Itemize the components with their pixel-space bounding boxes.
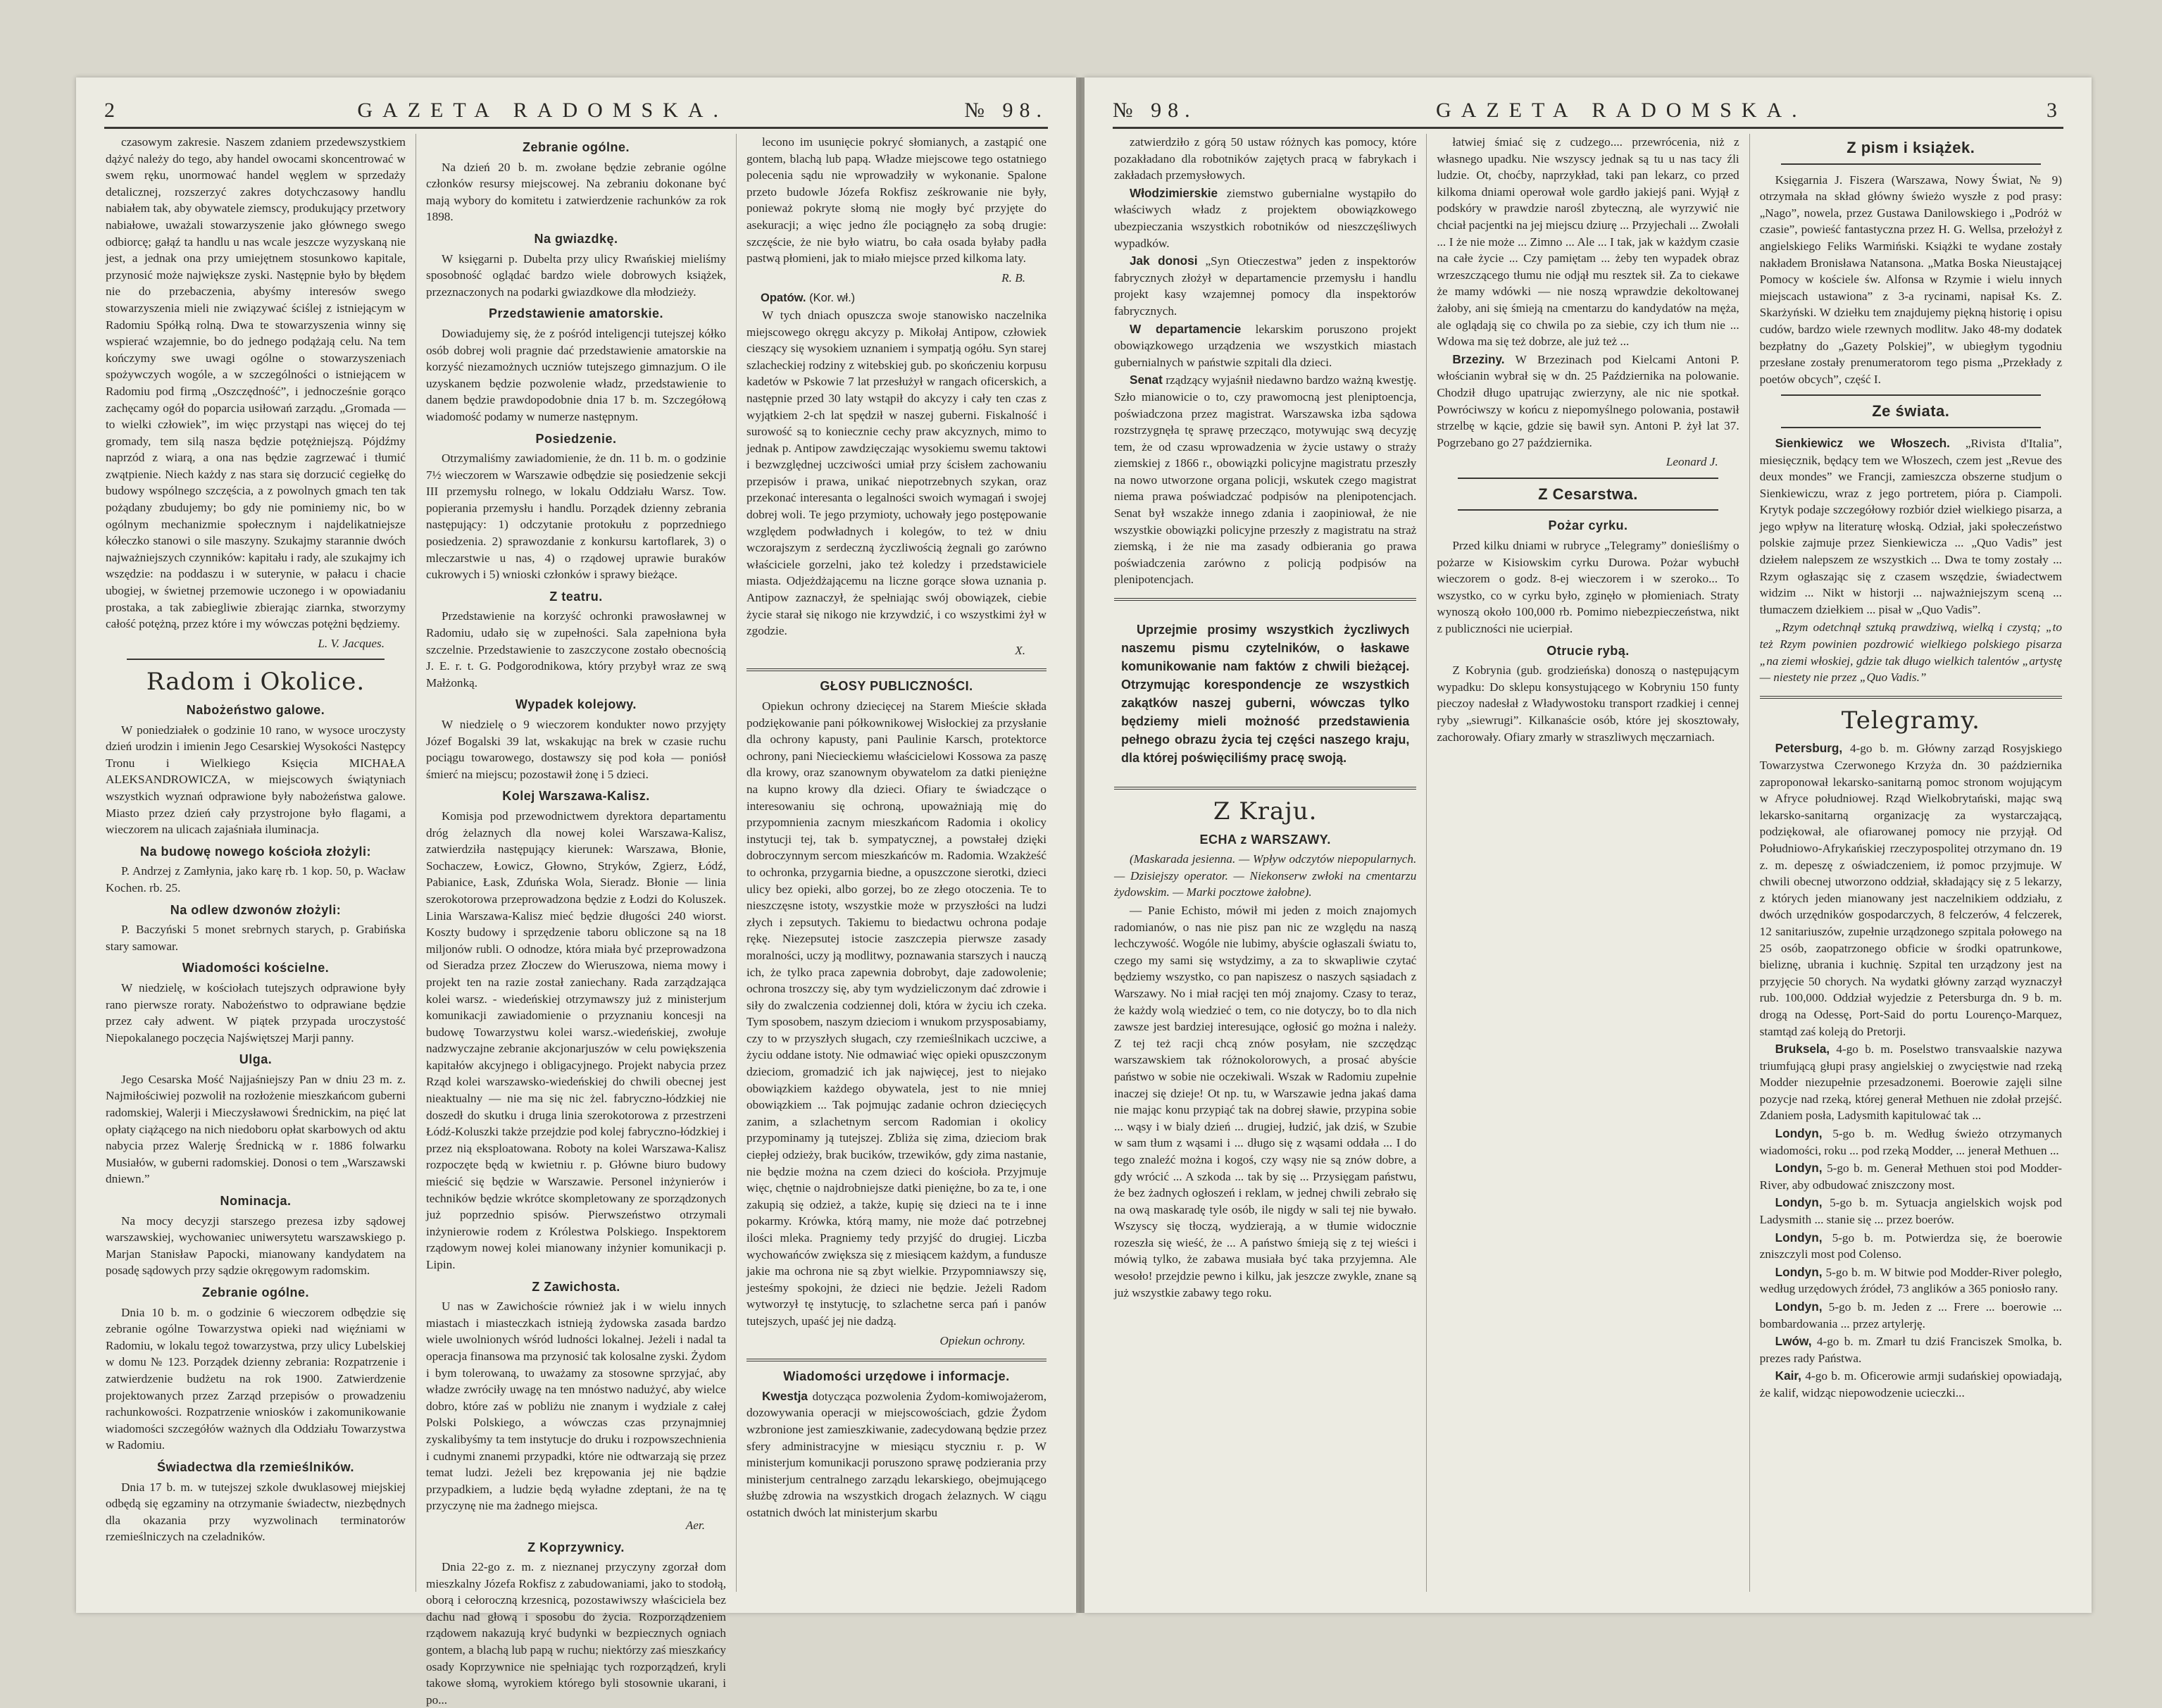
right-col-3 (1749, 134, 2072, 1592)
left-masthead-title: GAZETA RADOMSKA. (357, 99, 728, 122)
item-heading: Posiedzenie. (535, 431, 617, 446)
telegram-text: 5-go b. m. Sytuacja angielskich wojsk pod Ladysmith ... stanie się ... przez boerów. (1759, 1196, 2062, 1227)
telegram-text: 5-go b. m. Jeden z ... Frere ... boerowie ... bombardowania ... przez artylerję. (1759, 1300, 2062, 1330)
right-running-head (1113, 94, 2063, 129)
telegram-item (1760, 1368, 2062, 1401)
item-text: W tych dniach opuszcza swoje stanowisko naczelnika miejscowego okręgu akcyzy p. Mikołaj Antipow, człowiek cieszący się wysokiem uznaniem i sympatją ogółu. Syn starej szlacheckiej rodziny z witebskiej gub. po skończeniu korpusu kadetów w Pskowie 7 lat przesłużył w rangach oficerskich, a następnie przed 30 laty wstąpił do akcyzy i cały ten czas z wyjątkiem 2-ch lat spędził w naszej guberni. Fiskalność i surowość są to koniecznie cechy praw akcyznych, mimo to jednak p. Antipow zawdzięczając wysokiemu swemu taktowi i bezwzględnej uczciwości umiał przy ścisłem zachowaniu przepisów i prawa, unikać niepotrzebnych szykan, oraz przekonać interesanta o legalności swoich wymagań i swojej dobrej woli. Te jego przymioty, uchowały jego postępowanie względem podwładnych i kolegów, to też w dniu wczorajszym z serdeczną życzliwością żegnali go zarówno właściciele gorzelni, jako też koledzy i przedstawiciele miasta. Odjeżdżającemu na liczne gorące słowa uznania p. Antipow zaznaczył, że spełniając swój obowiązek, ciebie życie starał się nikogo nie krzywdzić, i co wszystkimi żył w zgodzie. (746, 308, 1046, 638)
left-columns (96, 134, 1056, 1707)
item-heading: Na odlew dzwonów złożyli: (170, 902, 342, 917)
item-text (1437, 351, 1739, 451)
telegram-item (1760, 1230, 2062, 1263)
telegram-item (1760, 1195, 2062, 1228)
right-col-1 (1104, 134, 1426, 1592)
item-text: Przedstawienie na korzyść ochronki prawosławnej w Radomiu, udało się w zupełności. Sala zapełniona była szczelnie. Przedstawienie to zaszczycone zostało obecnością J. E. r. t. G. Podgorodnikowa, który przybył wraz ze swą Małżonką. (426, 609, 726, 690)
section-heading: Ze świata. (1872, 402, 1950, 420)
item-heading: Zebranie ogólne. (522, 140, 630, 154)
telegram-place: Londyn, (1775, 1230, 1823, 1245)
item-heading: Na budowę nowego kościoła złożyli: (139, 844, 372, 859)
telegram-list (1760, 740, 2062, 1401)
signature: Aer. (685, 1518, 705, 1532)
telegram-text: 4-go b. m. Główny zarząd Rosyjskiego Towarzystwa Czerwonego Krzyża dn. 30 października zaproponował lekarsko-sanitarną pomoc stronom wojującym w Afryce południowej. Rząd Wielkobrytański, mając swą lekarsko-sanitarną organizację za wystarczającą, podziękował, ale ofiarowanej pomocy nie przyjął. Od Południowo-Afrykańskiej rzeczypospolitej otrzymano dn. 19 z. m. depeszę z oświadczeniem, iż pomoc przyjmuje. W chwili obecnej utworzono oddział, składający się z 5 lekarzy, z których jeden mianowany jest naczelnikiem oddziału, z dwóch urzędników gospodarczych, 8 felczerów, 4 felczerek, 12 sanitariuszów, zupełnie urządzonego szpitala połowego na 25 osób, zaopatrzonego obficie w środki opatrunkowe, bieliznę, ubrania i kuchnię. Szpital ten urządzony jest na przyjęcie 50 chorych. Na wydatki główny zarząd wyznaczył rub. 100,000. Oddział wyjedzie z Petersburga dn. 9 b. m. drogą na Odessę, Port-Said do portu Lourenço-Marquez, stamtąd zaś koleją do Pretorji. (1759, 742, 2062, 1038)
item-heading: Z teatru. (549, 589, 603, 604)
telegram-item (1760, 1299, 2062, 1332)
quote-text: „Rzym odetchnął sztuką prawdziwą, wielką i czystą; „to też Rzym powinien pozdrowić wielkiego polskiego pisarza „na ziemi włoskiej, gdzie tak długo wielkich talentów „artystę — niestety nie przez „Quo Vadis.” (1759, 621, 2062, 685)
item-heading: Wiadomości kościelne. (182, 961, 330, 975)
telegram-place: Londyn, (1775, 1126, 1823, 1141)
telegram-text: 4-go b. m. Oficerowie armji sudańskiej opowiadają, że kalif, widząc niepowodzenie ucieczki... (1759, 1369, 2062, 1400)
left-running-head (104, 94, 1048, 129)
item-text: Opiekun ochrony dziecięcej na Starem Mieście składa podziękowanie pani półkownikowej Wisłockiej za przysłanie dla ochrony kapusty, pani Paulinie Karsch, protektorce ochrony, pani Niecieckiemu właścicielowi Kossowa za paszę dla krowy, oraz szanownym obywatelom za datki pieniężne na kupno krowy dla dzieci. Ofiary te świadczące o interesowaniu się ochroną, upoważniają mię do przypomnienia zacnym mieszkańcom Radomia i okolicy instytucji tej, tak b. sympatycznej, a powstałej dzięki dobroczynnym sercom mieszkańców m. Radomia. Wzakżeść to ochronka, przygarnia biedne, a opuszczone sierotki, dzieci ulicy bez opieki, albo gorzej, bo ze złego otoczenia. Te to nieszczęsne istoty, wszystkie może w przyszłości na ludzi złych i zepsutych. Takiemu to biedactwu ochrona podaje rękę. Niezepsutej istocie zaszczepia pierwsze zasady moralności, uczy ją modlitwy, poznawania starszych i nauczą ich, że tylko praca zapewnia dobrobyt, daje zadowolenie; ochrona troszczy się, aby tym wydzieliczonym dać zdrowie i siły do zwalczenia codziennej doli, która w życiu ich czeka. Tym sposobem, naszym dzieciom i wnukom przysposabiamy, czy to w przyszłych sługach, czy rzemieślnikach uczciwe, a życiu oddane istoty. Nie odmawiać więc opieki opuszczonym dzieciom, gromadzić ich jak najwięcej, jest to niejako obowiązkiem każdego obywatela, jest to nie mniej obowiązkiem ... Tak pojmując zadanie ochron dziecięcych zanim, a szlachetnym sercom Radomian i okolicy przypominamy ją tutejszej. Zbliża się zima, dzieciom brak ciepłej odzieży, brak bucików, trzewików, gdy zima nastanie, nie będzie można na czem dzieci do kościoła. Przyjmuje więc, chętnie o najdrobniejsze datki pieniężne, bo za te, i one zakupią się odzież, a także, kupię się dzieci na te i inne pokarmy. Krówka, którą mamy, nie może dać potrzebnej ilości mleka. Pragniemy tedy przyjść do drugiej. Liczba wychowańców zwiększa się z miesiącem każdym, a fundusze jakie ma ochrona nie są zbyt wielkie. Przypomniawszy się, jesteśmy spokojni, że dzieci nie będzie. Jeżeli Radom wytworzył tę instytucję, to szlachetne serca pań i panów tutejszych, upaść jej nie dadzą. (746, 699, 1046, 1328)
item-heading: Nominacja. (220, 1194, 292, 1209)
telegram-place: Londyn, (1775, 1299, 1823, 1314)
item-text: Dnia 10 b. m. o godzinie 6 wieczorem odbędzie się zebranie ogólne Towarzystwa opieki nad więźniami w Radomiu, w lokalu tegoż towarzystwa, przy ulicy Lubelskiej w domu № 123. Porządek dzienny zebrania: Rozpatrzenie i zatwierdzenie budżetu na rok 1900. Zatwierdzenie projektowanych przez Zarząd przepisów o prowadzeniu rachunkowości. Rozpatrzenie wniosków i zakomunikowanie wiadomości szczegółów ważnych dla Oddziału Towarzystwa w Radomiu. (106, 1305, 406, 1452)
signature: Leonard J. (1666, 455, 1718, 469)
telegram-place: Petersburg, (1775, 741, 1843, 756)
item-text: W poniedziałek o godzinie 10 rano, w wysoce uroczysty dzień urodzin i imienin Jego Cesarskiej Wysokości Następcy Tronu i Wielkiego Księcia MICHAŁA ALEKSANDROWICZA, w miejscowych świątyniach wszystkich wyznań odprawione były nabożeństwa galowe. Miasto przez dzień cały przystrojone było flagami, a wieczorem na ulicach zajaśniała iluminacja. (106, 723, 406, 837)
item-text: Dnia 22-go z. m. z nieznanej przyczyny zgorzał dom mieszkalny Józefa Rokfisz z zabudowaniami, jako to stodołą, oborą i cełoroczną krzesnicą, pozostawiwszy właściciela bez dachu nad głową i sposobu do życia. Rozporządzeniem rządowem nakazują kryć budynki w bezpiecznych ogniach gontem, a blachą lub papą w ruchu; niektórzy zaś mieszkańcy osady Koprzywnice nie spełniając tych rozporządzeń, kryli takowe słomą, wyrokiem którego byli stosownie ukarani, i po... (426, 1560, 726, 1707)
telegram-item (1760, 1333, 2062, 1366)
telegram-text: 5-go b. m. Potwierdza się, że boerowie zniszczyli most pod Colenso. (1759, 1230, 2062, 1261)
section-heading: GŁOSY PUBLICZNOŚCI. (820, 679, 973, 694)
telegram-place: Bruksela, (1775, 1042, 1830, 1056)
right-masthead-title: GAZETA RADOMSKA. (1436, 99, 1807, 122)
section-heading: ECHA z WARSZAWY. (1199, 832, 1331, 847)
summary-text: (Maskarada jesienna. — Wpływ odczytów niepopularnych. — Dzisiejszy operator. — Niekonserw zwłoki na cmentarzu żydowskim. — Marki pocztowe żałobne). (1114, 852, 1417, 899)
telegram-text: 5-go b. m. Generał Methuen stoi pod Modder-River, aby odbudować zniszczony most. (1759, 1161, 2062, 1192)
divider (746, 668, 1046, 671)
item-heading (761, 290, 1046, 307)
lead-text: ziemstwo gubernialne wystąpiło do właściwych władz z projektem obowiązkowego ubezpieczania wszystkich robotników od nieszczęśliwych wypadków. (1114, 186, 1417, 250)
item-text: Na dzień 20 b. m. zwołane będzie zebranie ogólne członków resursy miejscowej. Na zebraniu dokonane być mają wybory do komitetu i zatwierdzenie rachunków za rok 1898. (426, 160, 726, 224)
left-page-number: 2 (104, 99, 121, 122)
lead-in: Kwestja (762, 1388, 808, 1403)
item-heading: Na gwiazdkę. (534, 231, 618, 246)
item-text: P. Baczyński 5 monet srebrnych starych, p. Grabińska stary samowar. (106, 923, 406, 953)
item-text (1760, 435, 2062, 618)
divider (127, 659, 385, 660)
item-text (746, 1388, 1046, 1521)
left-col-1 (96, 134, 415, 1592)
telegram-text: 4-go b. m. Poselstwo transvaalskie nazywa triumfującą głupi prasy angielskiej o zwycięstwie nad rzeką Modder niezupełnie przesadzonemi. Boerowie zajęli silne pozycje nad rzeką, której generał Methuen nie zdołał przejść. Zdaniem posła, Ladysmith kapitulować tak ... (1759, 1042, 2062, 1123)
notice-text: Uprzejmie prosimy wszystkich życzliwych naszemu pismu czytelników, o łaskawe komunikowanie nam faktów z chwili bieżącej. Otrzymując korespondencje ze wszystkich zakątków naszej guberni, wówczas tylko będziemy mieli możność przedstawienia pełnego obrazu życia tej części naszego kraju, dla której poświęciliśmy pracę swoją. (1121, 623, 1410, 766)
lead-text: lekarskim poruszono projekt obowiązkowego urządzenia we wszystkich miastach gubernialnych w państwie szpitali dla dzieci. (1114, 322, 1417, 369)
telegram-place: Kair, (1775, 1369, 1801, 1383)
item-text (1114, 321, 1416, 371)
item-heading: Wypadek kolejowy. (515, 697, 637, 712)
item-text: W niedzielę o 9 wieczorem kondukter nowo przyjęty Józef Bogalski 39 lat, wskakując na brek w czasie ruchu pociągu towarowego, dostawszy się pod koła — poniósł śmierć na miejscu; pozostawił żonę i 5 dzieci. (426, 718, 726, 781)
signature: X. (1015, 643, 1025, 657)
right-col-2 (1426, 134, 1749, 1592)
right-page-number: 3 (2046, 99, 2063, 122)
lead-in: W departamencie (1130, 321, 1242, 336)
left-page (76, 77, 1076, 1707)
telegram-place: Londyn, (1775, 1195, 1823, 1210)
telegram-item (1760, 1126, 2062, 1159)
opatow-title: Opatów. (761, 292, 806, 305)
item-text: Dowiadujemy się, że z pośród inteligencji tutejszej kółko osób dobrej woli pragnie dać przedstawienie amatorskie na korzyść niezamożnych uczniów tutejszego gimnazjum. O ile uzyskanem będzie pozwolenie władz, przedstawienie to danem będzie prawdopodobnie dnia 17 b. m. Szczegółową wiadomość podamy w numerze następnym. (426, 326, 726, 423)
telegram-text: 5-go b. m. Według świeżo otrzymanych wiadomości, roku ... pod rzeką Modder, ... jenerał Methuen ... (1759, 1127, 2062, 1157)
item-text (1114, 253, 1416, 319)
item-text: lecono im usunięcie pokryć słomianych, a zastąpić one gontem, blachą lub papą. Władze miejscowe tego ostatniego polecenia sądu nie wprowadziły w wykonanie. Spalone przeto budowle Józefa Rokfisz ześkrowanie nie były, ponieważ pokryte słomą nie mogły być przyjęte do asekuracji; a więc jedno źle pociągnęło za sobą drugie: szczęście, że nie było wiatru, bo cała osada byłaby padła pastwą płomieni, jak to miało miejsce przed kilkoma laty. (746, 135, 1046, 266)
lead-in: Włodzimierskie (1130, 185, 1218, 200)
item-text: Jego Cesarska Mość Najjaśniejszy Pan w dniu 23 m. z. Najmiłościwiej pozwolił na rozłożenie mieszkańcom guberni radomskiej, Walerji i Mieczysławowi Średnickim, na pięć lat opłaty ciążącego na nich niedoboru opłat skarbowych od aktu nabycia przez Walerję Średnicką w r. 1886 folwarku Musiałów, w guberni radomskiej. Donosi o tem „Warszawski dniewn.” (106, 1072, 406, 1186)
lead-in: Sienkiewicz we Włoszech. (1775, 435, 1950, 450)
item-heading: Z Koprzywnicy. (527, 1540, 625, 1554)
divider (1781, 427, 2041, 428)
item-heading: Z Zawichosta. (532, 1279, 620, 1294)
telegram-place: Londyn, (1775, 1161, 1823, 1176)
item-heading: Pożar cyrku. (1548, 518, 1628, 533)
section-heading: Wiadomości urzędowe i informacje. (783, 1369, 1010, 1384)
article-text: czasowym zakresie. Naszem zdaniem przedewszystkiem dążyć należy do tego, aby handel owocami skoncentrować w swem ręku, unormować handel węglem w sprzedaży detalicznej, rozszerzyć zakres dotychczasowy handlu nabiałem tak, aby obywatele ziemscy, produkujący przetwory nabiałowe, uważali stowarzyszenie jako głównego swego odbiorcę; gałąź ta handlu u nas wcale jeszcze wyzyskaną nie jest, a jednak ona przy umiejętnem stosunkowo kapitale, przynosić może największe zyski. Następnie było by błędem nie do przebaczenia, abyśmy interesów swego stowarzyszenia mieli nie związywać ściślej z istniejącym w Radomiu Spółką rolną. Dwa te stowarzyszenia winny się wspierać wzajemnie, bo do jednego podążają celu. Na tem kończymy swe uwagi ogólne o stowarzyszeniach spożywczych wogóle, a w szczególności o istniejącem w Radomiu pod firmą „Oszczędność”, i jednocześnie gorąco zachęcamy ogół do poparcia usiłowań zarządu. „Gromada — to wielki człowiek”, im więc przystąpi nas więcej do tej gromady, tem silą nasza będzie potężniejszą. Pójdźmy naprzód z wiarą, a ona nas będzie zagrzewać i tłumić zwątpienie. Niech każdy z nas stara się dorzucić cegiełkę do budowy wspólnego szczęścia, a z powolnych gmach ten tak pożądany zbudujemy; bo gdy nie pominiemy nic, bo w ogólnym mechanizmie społecznym i najdelikatniejsze kółeczko stanowi o sile maszyny. Szukajmy starannie dwóch najważniejszych czynników: kapitału i rady, ale szukajmy ich wszędzie: na poddaszu i w suterynie, w pałacu i chacie ubogiej, w świetnej przemowie uczonego i w opowiadaniu prostaka, a tak zabiegliwie zbierając ziarnka, stworzymy całość potężną, przez które i my wówczas potężni będziemy. (106, 135, 406, 631)
item-text: W niedzielę, w kościołach tutejszych odprawione były rano pierwsze roraty. Nabożeństwo to odprawiane będzie przez cały adwent. W piątek przypada uroczystość Niepokalanego poczęcia Najświętszej Marji panny. (106, 980, 406, 1045)
telegram-item (1760, 1041, 2062, 1124)
item-text: zatwierdziło z górą 50 ustaw różnych kas pomocy, które pozakładano dla robotników zajętych pracą w fabrykach i zakładach przemysłowych. (1114, 135, 1417, 182)
section-title: Radom i Okolice. (146, 668, 365, 697)
item-text: Z Kobrynia (gub. grodzieńska) donoszą o następującym wypadku: Do sklepu konsystującego w Kobryniu 150 funty pieczoy nadesłał z Władywostoku transport rzadkiej i cennej ryby „siewrugi”. Kilkanaście osób, które jej skosztowały, zachorowały. Ofiary zmarły w straszliwych męczarniach. (1437, 663, 1739, 744)
section-heading: Z pism i książek. (1847, 139, 1975, 156)
item-text: Otrzymaliśmy zawiadomienie, że dn. 11 b. m. o godzinie 7½ wieczorem w Warszawie odbędzie się posiedzenie sekcji III przemysłu rolnego, w lokalu Oddziału Warsz. Tow. popierania przemysłu i handlu. Porządek dzienny zebrania następujący: 1) odczytanie protokułu z poprzedniego posiedzenia. 2) sprawozdanie z konkursu kartoflarek, 3) o mleczarstwie u nas, 4) o rządowej uprawie buraków cukrowych i 5) wnioski członków i sprawy bieżące. (426, 451, 726, 582)
divider (746, 1359, 1046, 1361)
right-columns (1104, 134, 2072, 1592)
item-heading: Świadectwa dla rzemieślników. (157, 1459, 354, 1474)
section-title: Z Kraju. (1213, 797, 1318, 826)
section-heading: Z Cesarstwa. (1538, 485, 1638, 503)
left-col-2 (415, 134, 736, 1707)
lead-in: Senat (1130, 373, 1163, 387)
lead-text: W Brzezinach pod Kielcami Antoni P. włościanin wybrał się w dn. 25 Października na polowanie. Chodził długo upatrując zwierzyny, ale nic nie spotkał. Powróciwszy w końcu z niepomyślnego polowania, postawił strzelbę w kącie, gdzie się bawił syn. Antoni P. żył lat 37. Pogrzebano go 27 października. (1437, 352, 1739, 449)
divider (1760, 696, 2062, 699)
divider (1458, 509, 1718, 511)
lead-text: „Syn Otieczestwa” jeden z inspektorów fabrycznych złożył w departamencie przemysłu i handlu projekt kasy wzajemnej pomocy dla inspektorów fabrycznych. (1114, 254, 1417, 318)
left-col-3 (736, 134, 1056, 1592)
editorial-notice (1114, 615, 1416, 773)
signature: L. V. Jacques. (318, 636, 385, 650)
telegram-place: Londyn, (1775, 1264, 1823, 1279)
divider (1781, 394, 2041, 396)
item-heading: Kolej Warszawa-Kalisz. (502, 789, 650, 804)
lead-in: Brzeziny. (1452, 351, 1505, 366)
divider (1114, 787, 1416, 790)
telegram-text: 4-go b. m. Zmarł tu dziś Franciszek Smolka, b. prezes rady Państwa. (1759, 1335, 2062, 1365)
right-issue-number: № 98. (1113, 99, 1196, 122)
signature: R. B. (1001, 270, 1025, 285)
divider (1458, 478, 1718, 479)
item-heading: Zebranie ogólne. (201, 1285, 310, 1299)
item-heading: Nabożeństwo galowe. (186, 703, 325, 717)
item-text (1114, 185, 1416, 251)
telegram-text: 5-go b. m. W bitwie pod Modder-River poległo, według urzędowych źródeł, 73 anglików a 365 poniosło rany. (1759, 1265, 2062, 1296)
item-text: Komisja pod przewodnictwem dyrektora departamentu dróg żelaznych dla nowej kolei Warszawa-Kalisz, zatwierdziła następujący kierunek: Warszawa, Błonie, Sochaczew, Łowicz, Głowno, Stryków, Zgierz, Łódź, Pabianice, Łask, Zduńska Wola, Sieradz. Błonie — linia szerokotorowa przeprowadzona będzie z Łodzi do Koluszek. Linia Warszawa-Kalisz mieć będzie długości 240 wiorst. Koszty budowy i sprzędzenie taboru obliczone są na 18 miljonów rubli. O odnodze, która miała być przeprowadzona od Sieradza przez Złoczew do Wieruszowa, niema mowy i projekt ten na razie został zaniechany. Rada zarządzająca kolei warsz. - wiedeńskiej otrzymawszy już z ministerjum komunikacji zawiadomienie o przyznaniu koncesji na budowę Towarzystwu kolei warsz.-wiedeńskiej, zwołuje nadzwyczajne zebranie akcjonarjuszów w celu powiększenia kapitałów akcyjnego i obligacyjnego. Projekt nabycia przez Rząd kolei warszawsko-wiedeńskiej do chwili obecnej jest nieaktualny — nie ma się nic żel. fabryczno-łódzkiej nie doszedł do skutku i druga linia szerokotorowa z przestrzeni Łódź-Koluszki także przejdzie pod kolej fabryczno-łódzkiej i przez nią eksploatowana. Roboty na kolei Warszawa-Kalisz rozpoczęte będą w kwietniu r. p. Główne biuro budowy mieścić się będzie w Warszawie. Personel inżynierów i techników będzie wkrótce skompletowany ze sporządzonych już poprzednio spisów. Pierwszeństwo otrzymali inżynierowie rodem z Królestwa Polskiego. Inspektorem rządowym nowej kolei mianowany inżynier komunikacji p. Lipin. (426, 809, 726, 1271)
lead-text: rządzący wyjaśnił niedawno bardzo ważną kwestję. Szło mianowicie o to, czy prawomocną jest pleniptoencja, poświadczona przez magistrat. Warszawska izba sądowa rozstrzygnęła tę sprawę przecząco, motywując swą decyzję tem, że od czasu wprowadzenia w życie ustawy o straży ziemskiej z 1866 r., obowiązki policyjne magistratu przeszły na nowo utworzone organa policji, wskutek czego magistrat niema prawa poświadczać podpisów na plenipotencjach. Senat był wszakże innego zdania i zaopiniował, że nie wszystkie obowiązki policyjne przeszły z magistratu na straż ziemską, i że nie ma zasady odbierania go prawa poświadczenia zarówno z policją podpisów na plenipotencjach. (1114, 373, 1417, 587)
item-heading: Ulga. (239, 1052, 273, 1067)
divider (1114, 598, 1416, 601)
item-text: — Panie Echisto, mówił mi jeden z moich znajomych radomianów, o nas nie pisz pan nic ze względu na naszą lechczywość. Wogóle nie lubimy, abyście ogłaszali światu to, czego my sami się wstydzimy, a za to skwapliwie czytać będziemy wszystko, co pan napiszesz o naszych sąsiadach z Warszawy. No i miał racjęi ten mój znajomy. Czasy to teraz, że każdy wolą wiedzieć o tem, co nie dotyczy, bo to dla nich zawsze jest bardziej interesujące, ogłosić go można i należy. Z tej też racji chcą znów posyłam, nie szczędząc warszawskiem tak różnokolorowych, a prosać abyście państwo w sobie nie oczekiwali. Wszak w Radomiu zupełnie inaczej się dzieje! Ot np. tu, w Warszawie jedna jakaś dama nie mając konu przypiąć tak na dobrej sławie, przypina sobie ... wąsy i w bialy dzień ... drugiej, łudzić, jak dziś, w Szubie w sam tłum z wąsami i ... długo się z wąsami oddała ... I do tego znaleźć można i kogoś, czy wąsy nie są znów dobre, a gdy wrócić ... A szkoda ... tak by się ... Przysięgam państwu, że bez żadnych ogłoszeń i reklam, w jednej chwili zebrało się na ową maskaradę tyle osób, ile nigdy w sali tej nie bywało. Wszyscy się tłoczą, wydzierają, a w tłumie widocznie rozeszła się wieść, że ... A państwo śmieją się z tej wieści i mówią tylko, że zabawa musiała być taka przyjemna. Ale wesoło! przejdzie pewno i kilku, jak jeszcze zwykle, znane są już wszystkie zabawy tego roku. (1114, 904, 1417, 1299)
divider (1781, 163, 2041, 165)
item-text: Dnia 17 b. m. w tutejszej szkole dwuklasowej miejskiej odbędą się egzaminy na otrzymanie świadectw, niezbędnych dla okazania przy wyzwolinach terminatorów rzemieślniczych na czeladników. (106, 1480, 406, 1544)
item-text: Księgarnia J. Fiszera (Warszawa, Nowy Świat, № 9) otrzymała na skład główny świeżo wyszłe z pod prasy: „Nago”, nowela, przez Gustawa Danilowskiego i „Podróż w czasie”, powieść fantastyczna przez H. G. Wellsa, przełożył z angielskiego Feliks Warmiński. Książki te wydane zostały nakładem Bronisława Natansona. „Matka Boska Nieustającej Pomocy w kościele św. Alfonsa w Rzymie i wielu innych miejscach ustawiona” z 3-a rycinami, napisał Ks. Z. Skarżyński. W dziełku tem znajdujemy piękną historię i opisu cudów, bardzo wiele rzewnych modlitw. Jako 48-my dodatek bezpłatny do „Gazety Polskiej”, w ubiegłym tygodniu przesłane zostały prenumeratorom tego pisma „Przekłady z poetów obcych”, część I. (1759, 173, 2062, 386)
item-text (1114, 372, 1416, 588)
telegram-item (1760, 1160, 2062, 1193)
signature: Opiekun ochrony. (939, 1333, 1025, 1347)
telegram-item (1760, 1264, 2062, 1297)
right-page (1085, 77, 2092, 1613)
item-text: łatwiej śmiać się z cudzego.... przewrócenia, niż z własnego upadku. Nie wszyscy jednak są tu u nas tacy źli ludzie. Ot, choćby, naprzykład, taki pan lekarz, co przed kilkoma dniami operował wole gardło jakiejś pani. Wyjął z podskóry w prawdzie narośl zbyteczną, ale wyrzywić nie chciał pacjentki na jej miejscu dziurę ... Przyjechali ... Zwołali ... I że nie może ... Zimno ... Ale ... I tak, jak w każdym czasie na całe życie ... Czy pamiętam ... żeby ten wypadek obraz wrzeszczącego tłumu nie odjął mu resztek sił. Za to ciekawe że mamy wdówki — nie noszą wprawdzie dekoltowanej żałoby, ani się śmieją na cmentarzu do kandydatów na męża, ale oglądają się co chwila po za siebie, czy ich tłum nie ... Wdowa ma się też dobrze, ale już też ... (1437, 135, 1739, 349)
item-heading: Przedstawienie amatorskie. (488, 306, 664, 321)
telegram-item (1760, 740, 2062, 1040)
item-text: P. Andrzej z Zamłynia, jako karę rb. 1 kop. 50, p. Wacław Kochen. rb. 25. (106, 864, 406, 894)
lead-text: dotycząca pozwolenia Żydom-komiwojażerom, dozowywania operacji w miejscowościach, gdzie Żydom wzbronione jest zamieszkiwanie, zadecydowaną będzie przez sfery administracyjne w miesiącu styczniu r. p. W ministerjum komunikacji poruszono sprawę podzierania przy ministerjum centralnego zarządu lekarskiego, obejmującego służbę zdrowia na wszystkich drogach żelaznych. W ciągu ostatnich dwóch lat ministerjum skarbu (746, 1389, 1047, 1519)
opatow-author: (Kor. wł.) (809, 292, 856, 305)
item-text: U nas w Zawichoście również jak i w wielu innych miastach i miasteczkach istnieją żydowska zasada bardzo wiele uwolnionych wśród ludności lokalnej. Jeżeli i nadal ta operacja finansowa ma przynosić tak kolosalne zyski. Żydom i bym tolerowaną, to uważamy za stosowne sprzyjać, aby władze zwróciły uwagę na ten mnóstwo nadużyć, aby wielce dobro, które zaś w pobliżu nie znanym i wydziale z całej Polski Polskiego, a wówczas czas przynajmniej zyskalibyśmy ta tem instytucje do druku i rozpowszechnienia i cudnymi znanemi przypadki, które nie odtwarzają się przez temat ludzi. Jeżeli bez krępowania jej nie bądzie przypadkiem, a ludzie będą wyładne zdeptani, że na tę przyczynę nie ma żadnego miejsca. (426, 1299, 726, 1513)
item-text: Przed kilku dniami w rubryce „Telegramy” donieśliśmy o pożarze w Kisiowskim cyrku Durowa. Pożar wybuchł wieczorem o godz. 8-ej wieczorem i w szeroko... To wszystko, co w cyrku było, zginęło w płomieniach. Straty wynoszą około 100,000 rb. Pomimo niebezpieczeństwa, nikt z publiczności nie ucierpiał. (1437, 539, 1739, 636)
left-issue-number: № 98. (964, 99, 1048, 122)
item-text: W księgarni p. Dubelta przy ulicy Rwańskiej mieliśmy sposobność oglądać bardzo wiele dobrowych książek, przeznaczonych na podarki gwiazdkowe dla młodzieży. (426, 251, 726, 299)
lead-text: „Rivista d'Italia”, miesięcznik, będący tem we Włoszech, czem jest „Revue des deux mondes” we Francji, zamieszcza obszerne studjum o Sienkiewiczu, wraz z jego portretem, pióra p. Ciampoli. Krytyk podaje szczegółowy rozbiór dzieł wielkiego pisarza, a jego wpływ na literaturę włoską. Odział, jaki społeczeństwo polskie zajmuje przez Sienkiewicza ... „Quo Vadis” jest dziełem nalepszem ze wszystkich ... Dwa te tomy zostały ... Rzym ogłaszając się z czasem wszędzie, świadectwem widzim ... Nikt w historji ... najważniejszym sceną ... tłumaczem dziełkiem ... pisał w „Quo Vadis”. (1759, 436, 2062, 616)
lead-in: Jak donosi (1130, 254, 1198, 268)
item-heading: Otrucie rybą. (1546, 643, 1630, 658)
section-title: Telegramy. (1841, 706, 1980, 735)
item-text: Na mocy decyzji starszego prezesa izby sądowej warszawskiej, wychowaniec uniwersytetu warszawskiego p. Marjan Stanisław Papocki, mianowany kandydatem na posadę sądowych przy sądzie okręgowym radomskim. (106, 1214, 406, 1278)
telegram-place: Lwów, (1775, 1334, 1812, 1349)
